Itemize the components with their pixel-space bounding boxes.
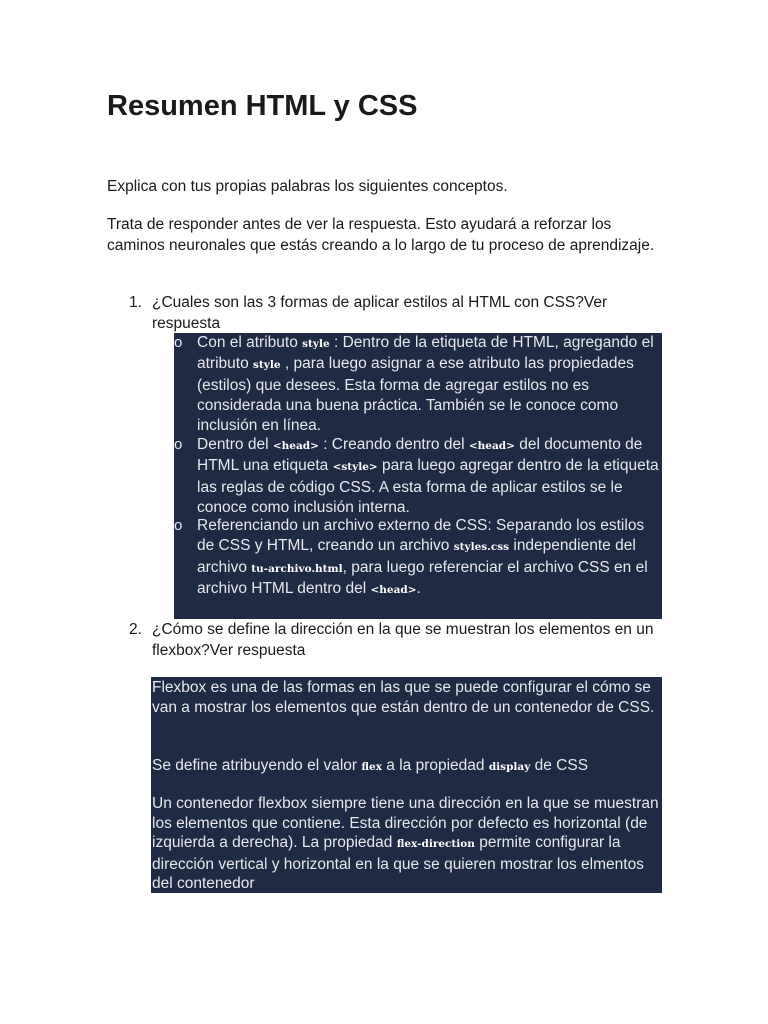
answer-2-paragraph-3: Un contenedor flexbox siempre tiene una dirección en la que se muestran los elementos que contiene. Esta dirección por defecto es horizontal (de izquierda a derecha). La propiedad flex-direction permite configurar la dirección vertical y horizontal en la que se quieren mostrar los elmentos del contenedor — [152, 795, 659, 892]
question-2-number: 2. — [129, 621, 142, 638]
intro-paragraph: Explica con tus propias palabras los siguientes conceptos. — [107, 178, 508, 195]
answer-2-paragraph-2: Se define atribuyendo el valor flex a la propiedad display de CSS — [152, 757, 589, 774]
bullet-marker: o — [174, 517, 183, 534]
page-title: Resumen HTML y CSS — [107, 90, 418, 122]
answer-1-bullet-1: Con el atributo style : Dentro de la etiqueta de HTML, agregando el atributo style , para luego asignar a ese atributo las propiedades (estilos) que desees. Esta forma de agregar estilos no es considerada una buena práctica. También se le conoce como inclusión en línea. — [197, 334, 654, 435]
advice-paragraph: Trata de responder antes de ver la respuesta. Esto ayudará a reforzar los caminos neuronales que estás creando a lo largo de tu proceso de aprendizaje. — [107, 216, 655, 254]
answer-1-bullet-3: Referenciando un archivo externo de CSS: Separando los estilos de CSS y HTML, creando un archivo styles.css independiente del archivo tu-archivo.html, para luego referenciar el archivo CSS en el archivo HTML dentro del <head>. — [197, 517, 648, 597]
code-flex: flex — [361, 761, 382, 773]
code-html-file: tu-archivo.html — [251, 562, 343, 575]
bullet-marker: o — [174, 436, 183, 453]
answer-1-bullet-2: Dentro del <head> : Creando dentro del <head> del documento de HTML una etiqueta <style> para luego agregar dentro de la etiqueta las reglas de código CSS. A esta forma de aplicar estilos se le conoce como inclusión interna. — [197, 436, 659, 516]
code-styles-css: styles.css — [453, 541, 510, 554]
code-head: <head> — [272, 440, 319, 452]
bullet-marker: o — [174, 334, 183, 351]
code-style: style — [302, 338, 330, 350]
code-flex-direction: flex-direction — [396, 838, 475, 850]
answer-1-box — [174, 333, 662, 619]
code-display: display — [488, 761, 531, 773]
question-1-text: ¿Cuales son las 3 formas de aplicar estilos al HTML con CSS?Ver respuesta — [152, 294, 608, 332]
code-style: style — [253, 359, 281, 372]
question-1-number: 1. — [129, 294, 142, 311]
code-style-tag: <style> — [332, 461, 378, 474]
code-head: <head> — [370, 583, 417, 596]
answer-2-paragraph-1: Flexbox es una de las formas en las que se puede configurar el cómo se van a mostrar los elementos que están dentro de un contenedor de CSS. — [152, 679, 655, 716]
question-2-text: ¿Cómo se define la dirección en la que se muestran los elementos en un flexbox?Ver respuesta — [152, 621, 654, 659]
code-head: <head> — [468, 440, 515, 452]
answer-2-box — [151, 677, 662, 893]
